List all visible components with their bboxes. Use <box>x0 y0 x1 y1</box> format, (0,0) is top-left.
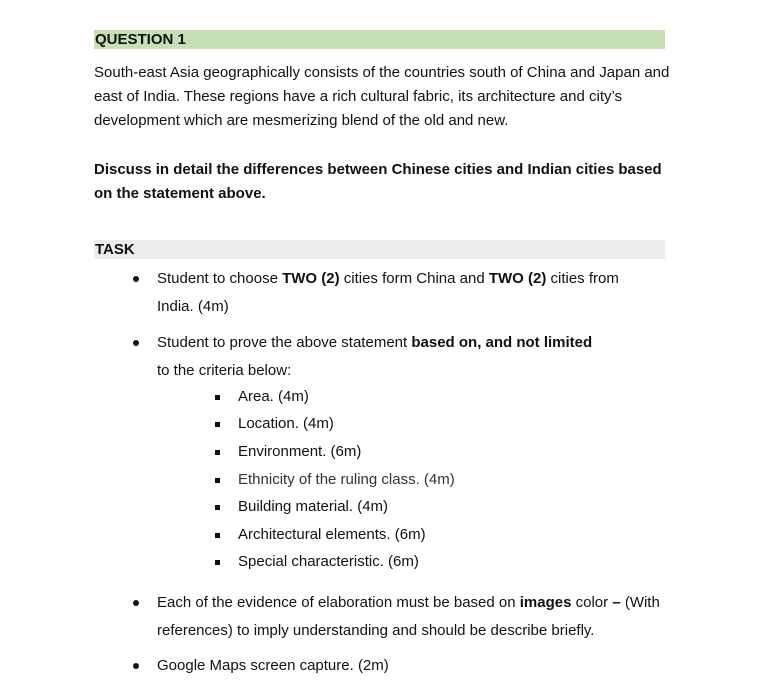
discuss-instruction: Discuss in detail the differences between Chinese cities and Indian cities based on the statement above. <box>94 161 662 202</box>
square-bullet-icon <box>215 560 220 565</box>
bullet-dot-icon <box>133 340 139 346</box>
bullet-text: Student to choose TWO (2) cities form China and TWO (2) cities from India. (4m) <box>157 270 619 315</box>
question-heading: QUESTION 1 <box>94 30 665 49</box>
square-bullet-icon <box>215 478 220 483</box>
criteria-item: Special characteristic. (6m) <box>0 552 768 576</box>
bullet-dot-icon <box>133 600 139 606</box>
task-heading: TASK <box>94 240 665 259</box>
square-bullet-icon <box>215 533 220 538</box>
intro-paragraph: South-east Asia geographically consists of the countries south of China and Japan and east of India. These regions have a rich cultural fabric, its architecture and city’s development which are mesmerizing blend of the old and new. <box>94 64 670 129</box>
criteria-item: Environment. (6m) <box>0 442 768 466</box>
bullet-dot-icon <box>133 663 139 669</box>
square-bullet-icon <box>215 422 220 427</box>
square-bullet-icon <box>215 505 220 510</box>
square-bullet-icon <box>215 450 220 455</box>
criteria-item: Location. (4m) <box>0 414 768 438</box>
bullet-text: Student to prove the above statement based on, and not limited to the criteria below: <box>157 334 593 379</box>
criteria-item: Building material. (4m) <box>0 497 768 521</box>
criteria-item: Architectural elements. (6m) <box>0 525 768 549</box>
bullet-dot-icon <box>133 276 139 282</box>
bullet-text: Each of the evidence of elaboration must be based on images color – (With references) to imply understanding and should be describe briefly. <box>157 594 660 639</box>
criteria-item: Ethnicity of the ruling class. (4m) <box>0 470 768 494</box>
square-bullet-icon <box>215 395 220 400</box>
criteria-item: Area. (4m) <box>0 387 768 411</box>
bullet-text: Google Maps screen capture. (2m) <box>157 657 389 674</box>
